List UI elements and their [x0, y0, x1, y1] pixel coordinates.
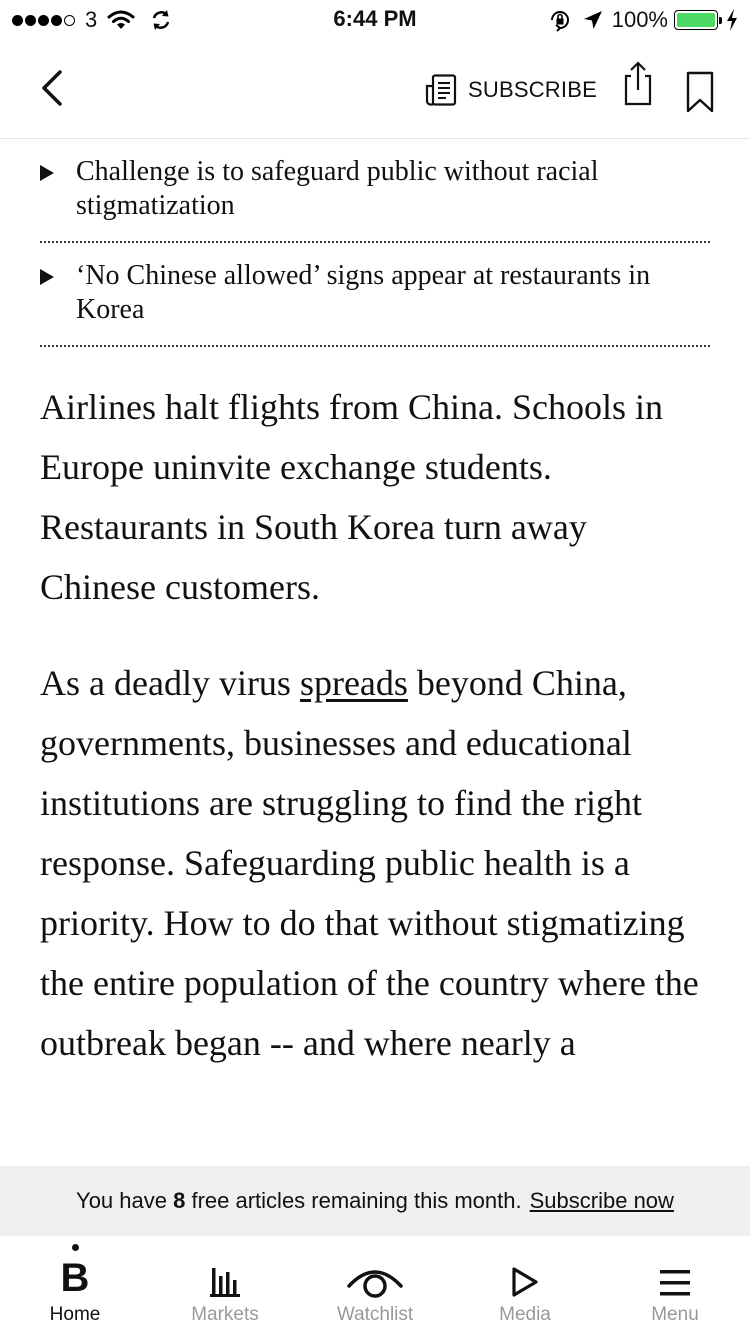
status-time: 6:44 PM	[333, 6, 417, 31]
wifi-icon	[107, 9, 135, 31]
bullet-triangle-icon	[40, 269, 54, 285]
battery-tip	[719, 17, 722, 24]
location-arrow-icon	[582, 9, 604, 31]
sync-icon	[149, 8, 173, 32]
battery-icon	[674, 10, 718, 30]
article-paragraph: Airlines halt flights from China. Schools in Europe uninvite exchange students. Restaurants in South Korea turn away Chinese customers.	[40, 387, 663, 607]
paywall-suffix: free articles remaining this month.	[185, 1188, 522, 1213]
nav-bar	[0, 40, 750, 139]
signal-dot-icon	[25, 15, 36, 26]
signal-dot-icon	[38, 15, 49, 26]
home-b-icon: B	[60, 1256, 90, 1300]
signal-dot-icon	[12, 15, 23, 26]
watchlist-eye-icon	[346, 1264, 404, 1298]
free-articles-count: 8	[173, 1188, 186, 1213]
related-link-text: ‘No Chinese allowed’ signs appear at restaurants in Korea	[76, 260, 651, 325]
carrier-label: 3	[85, 7, 98, 32]
signal-dot-empty-icon	[64, 15, 75, 26]
charging-bolt-icon	[726, 9, 738, 31]
menu-hamburger-icon	[659, 1268, 691, 1298]
markets-bars-icon	[209, 1266, 241, 1298]
signal-dot-icon	[51, 15, 62, 26]
share-button[interactable]	[618, 60, 658, 108]
article-paragraph	[40, 653, 710, 1073]
tab-label: Home	[49, 1304, 101, 1325]
share-icon	[618, 60, 658, 108]
subscribe-label: SUBSCRIBE	[468, 77, 597, 102]
tab-bar	[0, 1236, 750, 1334]
paragraph-text: As a deadly virus	[40, 663, 300, 703]
paywall-prefix: You have	[76, 1188, 174, 1213]
battery-percent: 100%	[611, 7, 668, 32]
bookmark-icon	[682, 70, 718, 114]
battery-fill	[677, 13, 715, 27]
orientation-lock-icon	[548, 8, 572, 32]
tab-menu[interactable]	[600, 1236, 750, 1334]
subscribe-button[interactable]	[424, 70, 597, 110]
status-left	[12, 8, 173, 32]
tab-label: Markets	[191, 1304, 259, 1325]
back-button[interactable]	[28, 64, 76, 112]
tab-label: Watchlist	[336, 1304, 414, 1325]
related-link-text: Challenge is to safeguard public without racial stigmatization	[76, 156, 599, 221]
media-play-icon	[510, 1266, 540, 1298]
paywall-banner	[0, 1166, 750, 1236]
tab-label: Menu	[651, 1304, 699, 1325]
tab-media[interactable]	[450, 1236, 600, 1334]
bullet-triangle-icon	[40, 165, 54, 181]
status-bar	[0, 0, 750, 40]
tab-watchlist[interactable]	[300, 1236, 450, 1334]
inline-link-spreads[interactable]: spreads	[299, 663, 408, 703]
article-body	[40, 139, 710, 1073]
related-link-item[interactable]	[40, 139, 710, 243]
subscribe-now-link[interactable]: Subscribe now	[529, 1188, 674, 1213]
tab-home[interactable]	[0, 1236, 150, 1334]
paragraph-text: beyond China, governments, businesses and educational institutions are struggling to find the right response. Safeguarding public health is a priority. How to do that without stigmatizing the entire population of the country where the outbreak began -- and where nearly a	[40, 663, 699, 1063]
active-tab-dot	[72, 1244, 79, 1251]
subscribe-doc-icon	[424, 74, 458, 106]
back-chevron-icon	[40, 70, 64, 106]
related-link-item[interactable]	[40, 243, 710, 347]
bookmark-button[interactable]	[682, 70, 718, 114]
tab-markets[interactable]	[150, 1236, 300, 1334]
status-right	[548, 6, 738, 34]
tab-label: Media	[499, 1304, 551, 1325]
